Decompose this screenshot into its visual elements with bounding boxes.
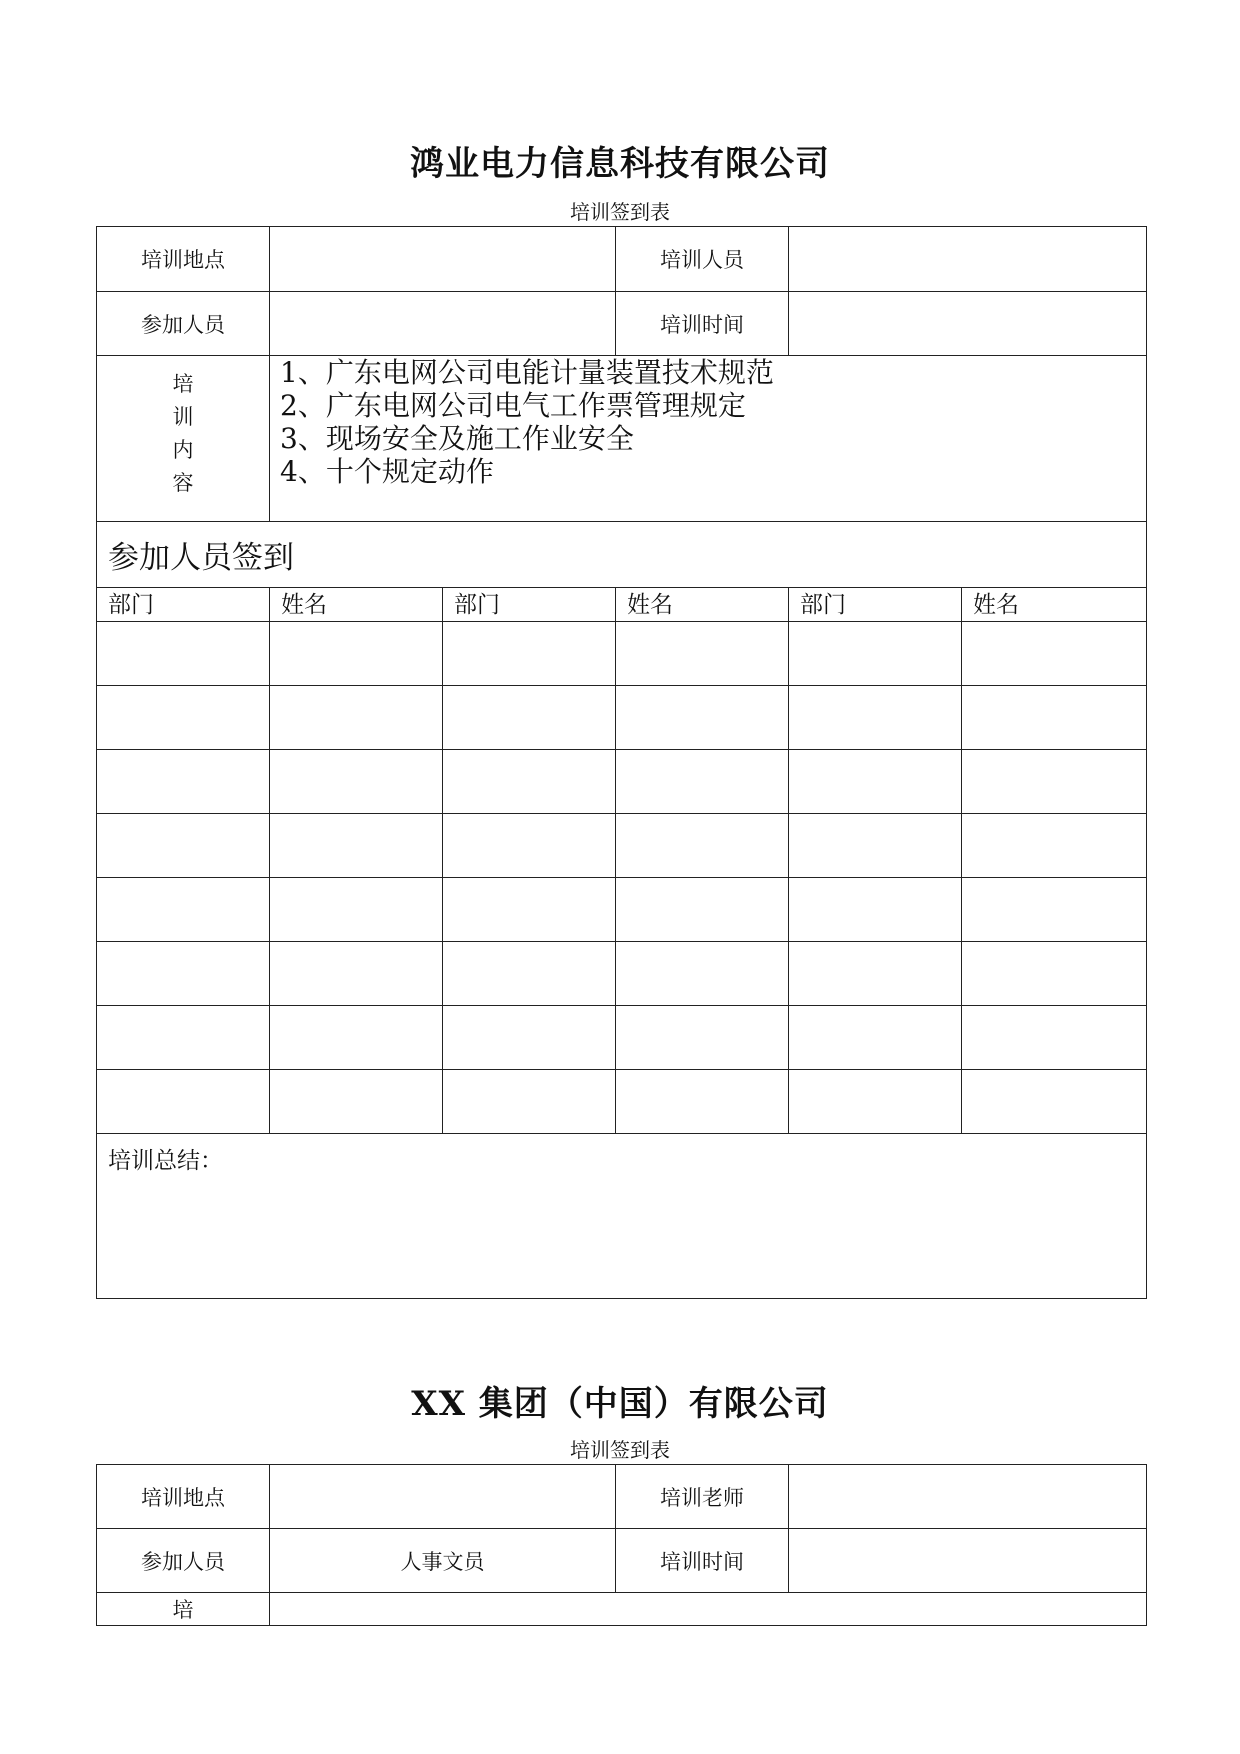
content-label-char: 容 bbox=[172, 471, 194, 495]
name-cell[interactable] bbox=[962, 814, 1147, 878]
name-cell[interactable] bbox=[616, 750, 789, 814]
trainer-field[interactable] bbox=[789, 1465, 1147, 1529]
col-header-dept: 部门 bbox=[443, 588, 616, 622]
name-cell[interactable] bbox=[616, 1070, 789, 1134]
content-label-char: 训 bbox=[172, 405, 194, 429]
content-item: 4、十个规定动作 bbox=[280, 455, 494, 488]
location-field[interactable] bbox=[270, 1465, 616, 1529]
trainer-field[interactable] bbox=[789, 227, 1147, 292]
signin-row bbox=[97, 814, 1147, 878]
dept-cell[interactable] bbox=[97, 1006, 270, 1070]
name-cell[interactable] bbox=[616, 878, 789, 942]
dept-cell[interactable] bbox=[443, 942, 616, 1006]
trainer-label: 培训人员 bbox=[616, 227, 789, 292]
time-label: 培训时间 bbox=[616, 292, 789, 356]
content-label: 培 bbox=[97, 1593, 270, 1626]
dept-cell[interactable] bbox=[443, 622, 616, 686]
dept-cell[interactable] bbox=[97, 1070, 270, 1134]
name-cell[interactable] bbox=[270, 878, 443, 942]
signin-row bbox=[97, 942, 1147, 1006]
company-title: 鸿业电力信息科技有限公司 bbox=[410, 144, 830, 184]
dept-cell[interactable] bbox=[443, 1070, 616, 1134]
dept-cell[interactable] bbox=[789, 622, 962, 686]
name-cell[interactable] bbox=[270, 622, 443, 686]
col-header-name: 姓名 bbox=[270, 588, 443, 622]
trainer-label: 培训老师 bbox=[616, 1465, 789, 1529]
dept-cell[interactable] bbox=[789, 942, 962, 1006]
participants-label: 参加人员 bbox=[97, 1529, 270, 1593]
dept-cell[interactable] bbox=[789, 814, 962, 878]
dept-cell[interactable] bbox=[97, 622, 270, 686]
name-cell[interactable] bbox=[962, 686, 1147, 750]
content-label bbox=[97, 356, 270, 522]
location-label: 培训地点 bbox=[97, 227, 270, 292]
dept-cell[interactable] bbox=[97, 814, 270, 878]
participants-field[interactable]: 人事文员 bbox=[270, 1529, 616, 1593]
dept-cell[interactable] bbox=[789, 750, 962, 814]
name-cell[interactable] bbox=[616, 942, 789, 1006]
name-cell[interactable] bbox=[616, 1006, 789, 1070]
dept-cell[interactable] bbox=[789, 878, 962, 942]
signin-sheet bbox=[96, 1464, 1147, 1626]
content-field[interactable] bbox=[270, 1593, 1147, 1626]
dept-cell[interactable] bbox=[97, 878, 270, 942]
form-subtitle: 培训签到表 bbox=[570, 1438, 670, 1462]
time-label: 培训时间 bbox=[616, 1529, 789, 1593]
content-label-char: 内 bbox=[172, 438, 194, 462]
company-title: XX 集团（中国）有限公司 bbox=[411, 1384, 829, 1424]
name-cell[interactable] bbox=[962, 878, 1147, 942]
content-item: 1、广东电网公司电能计量装置技术规范 bbox=[280, 356, 774, 389]
location-label: 培训地点 bbox=[97, 1465, 270, 1529]
signin-row bbox=[97, 1006, 1147, 1070]
signin-row bbox=[97, 878, 1147, 942]
name-cell[interactable] bbox=[962, 1070, 1147, 1134]
content-item: 3、现场安全及施工作业安全 bbox=[280, 422, 634, 455]
name-cell[interactable] bbox=[270, 750, 443, 814]
col-header-dept: 部门 bbox=[97, 588, 270, 622]
dept-cell[interactable] bbox=[443, 878, 616, 942]
content-item: 2、广东电网公司电气工作票管理规定 bbox=[280, 389, 746, 422]
participants-field[interactable] bbox=[270, 292, 616, 356]
content-label-char: 培 bbox=[172, 372, 194, 396]
name-cell[interactable] bbox=[270, 1070, 443, 1134]
time-field[interactable] bbox=[789, 292, 1147, 356]
name-cell[interactable] bbox=[962, 942, 1147, 1006]
dept-cell[interactable] bbox=[97, 942, 270, 1006]
form-subtitle: 培训签到表 bbox=[570, 200, 670, 224]
summary-label: 培训总结： bbox=[108, 1148, 223, 1174]
dept-cell[interactable] bbox=[789, 1070, 962, 1134]
location-field[interactable] bbox=[270, 227, 616, 292]
signin-row bbox=[97, 686, 1147, 750]
dept-cell[interactable] bbox=[443, 750, 616, 814]
name-cell[interactable] bbox=[616, 814, 789, 878]
time-field[interactable] bbox=[789, 1529, 1147, 1593]
signin-row bbox=[97, 750, 1147, 814]
name-cell[interactable] bbox=[616, 686, 789, 750]
col-header-name: 姓名 bbox=[616, 588, 789, 622]
dept-cell[interactable] bbox=[97, 686, 270, 750]
signin-row bbox=[97, 1070, 1147, 1134]
col-header-name: 姓名 bbox=[962, 588, 1147, 622]
dept-cell[interactable] bbox=[789, 686, 962, 750]
name-cell[interactable] bbox=[616, 622, 789, 686]
dept-cell[interactable] bbox=[443, 814, 616, 878]
name-cell[interactable] bbox=[270, 814, 443, 878]
col-header-dept: 部门 bbox=[789, 588, 962, 622]
dept-cell[interactable] bbox=[443, 686, 616, 750]
column-header-row bbox=[97, 588, 1147, 622]
signin-heading: 参加人员签到 bbox=[97, 522, 1147, 588]
dept-cell[interactable] bbox=[97, 750, 270, 814]
name-cell[interactable] bbox=[962, 750, 1147, 814]
name-cell[interactable] bbox=[962, 1006, 1147, 1070]
dept-cell[interactable] bbox=[443, 1006, 616, 1070]
name-cell[interactable] bbox=[962, 622, 1147, 686]
summary-field[interactable] bbox=[97, 1134, 1147, 1299]
signin-row bbox=[97, 622, 1147, 686]
name-cell[interactable] bbox=[270, 942, 443, 1006]
content-list bbox=[270, 356, 1147, 522]
name-cell[interactable] bbox=[270, 1006, 443, 1070]
signin-sheet bbox=[96, 226, 1147, 1299]
participants-label: 参加人员 bbox=[97, 292, 270, 356]
dept-cell[interactable] bbox=[789, 1006, 962, 1070]
name-cell[interactable] bbox=[270, 686, 443, 750]
